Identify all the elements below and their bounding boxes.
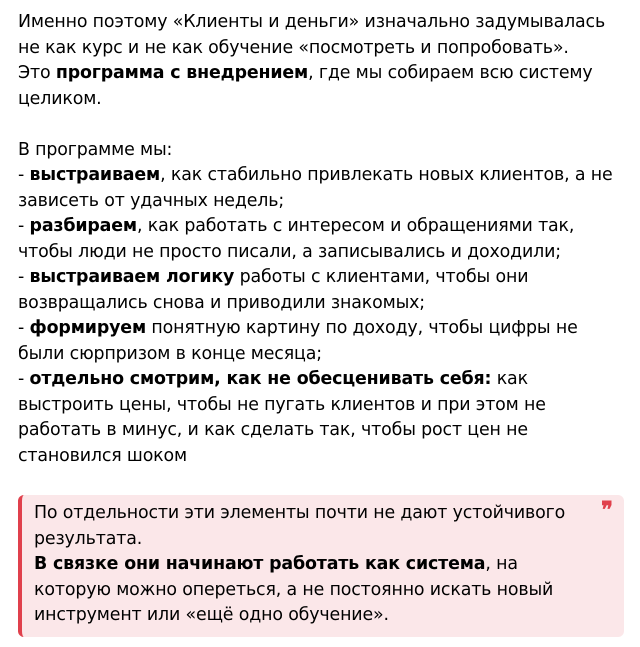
- list-item: - разбираем, как работать с интересом и обращениями так, чтобы люди не просто писали, а записывались и доходили;: [18, 216, 575, 262]
- intro-paragraph: [18, 10, 628, 112]
- list-item-text: понятную картину по доходу, чтобы цифры не были сюрпризом в конце месяца;: [18, 318, 578, 364]
- list-item: - выстраиваем логику работы с клиентами, чтобы они возвращались снова и приводили знакомых;: [18, 267, 529, 313]
- intro-line-1: Именно поэтому «Клиенты и деньги» изначально задумывалась не как курс и не как обучение «посмотреть и попробовать».: [18, 12, 606, 58]
- list-item: - выстраиваем, как стабильно привлекать новых клиентов, а не зависеть от удачных недель;: [18, 165, 613, 211]
- list-item-bold: отдельно смотрим, как не обесценивать себя:: [29, 369, 492, 389]
- intro-line-2-start: Это: [18, 63, 56, 83]
- list-item-text: как выстроить цены, чтобы не пугать клиентов и при этом не работать в минус, и как сделать так, чтобы рост цен не становился шоком: [18, 369, 546, 466]
- quote-highlight: В связке они начинают работать как система: [34, 554, 486, 574]
- list-item-bold: выстраиваем: [29, 165, 161, 185]
- list-item-bold: формируем: [29, 318, 147, 338]
- quote-rest: , на которую можно опереться, а не постоянно искать новый инструмент или «ещё одно обучение».: [34, 554, 554, 625]
- list-item: - отдельно смотрим, как не обесценивать себя: как выстроить цены, чтобы не пугать клиентов и при этом не работать в минус, и как сделать так, чтобы рост цен не становился шоком: [18, 369, 546, 466]
- intro-line-2-end: , где мы собираем всю систему целиком.: [18, 63, 593, 109]
- paragraph-spacer: [18, 112, 628, 138]
- list-item-text: , как работать с интересом и обращениями так, чтобы люди не просто писали, а записывались и доходили;: [18, 216, 575, 262]
- list-item: - формируем понятную картину по доходу, чтобы цифры не были сюрпризом в конце месяца;: [18, 318, 578, 364]
- list-item-bold: разбираем: [29, 216, 137, 236]
- program-list: [18, 138, 628, 470]
- list-item-text: работы с клиентами, чтобы они возвращались снова и приводили знакомых;: [18, 267, 529, 313]
- list-item-bold: выстраиваем логику: [29, 267, 235, 287]
- blockquote: [18, 495, 624, 637]
- program-heading: В программе мы:: [18, 139, 173, 160]
- list-item-text: , как стабильно привлекать новых клиентов, а не зависеть от удачных недель;: [18, 165, 613, 211]
- intro-highlight: программа с внедрением: [55, 63, 309, 83]
- quote-mark-icon: ❞: [601, 497, 611, 523]
- quote-line-1: По отдельности эти элементы почти не дают устойчивого результата.: [34, 503, 566, 549]
